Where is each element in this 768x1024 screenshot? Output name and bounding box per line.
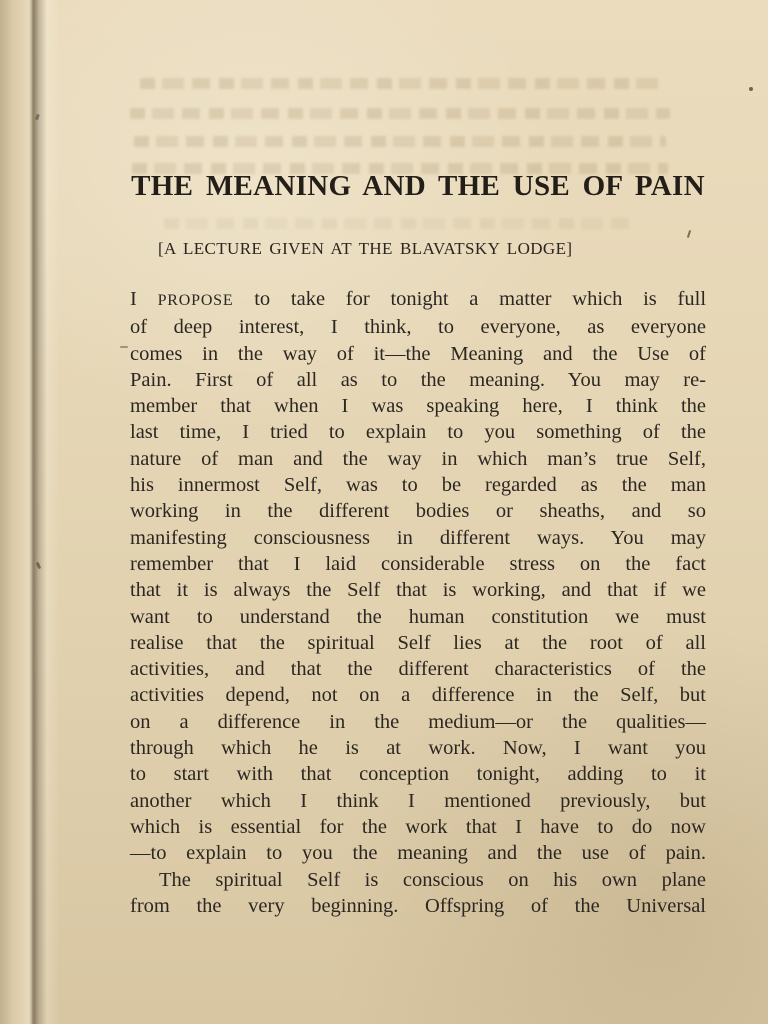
page-title: THE MEANING AND THE USE OF PAIN [131, 170, 705, 202]
body-line: on a difference in the medium—or the qualities— [130, 710, 706, 733]
body-line: working in the different bodies or sheaths, and so [130, 500, 706, 523]
body-line: realise that the spiritual Self lies at the root of all [130, 631, 706, 654]
body-line: which is essential for the work that I have to do now [130, 815, 706, 838]
body-line [130, 286, 706, 314]
paragraph-1-lines [130, 314, 706, 866]
body-line: his innermost Self, was to be regarded as the man [130, 474, 706, 497]
body-line: nature of man and the way in which man’s true Self, [130, 447, 706, 470]
body-line: another which I think I mentioned previously, but [130, 789, 706, 812]
body-line: of deep interest, I think, to everyone, as everyone [130, 316, 706, 339]
body-line: member that when I was speaking here, I think the [130, 395, 706, 418]
body-line: through which he is at work. Now, I want you [130, 737, 706, 760]
body-text [130, 286, 706, 919]
book-edge-shading [0, 0, 12, 1024]
paragraph-1 [130, 286, 706, 867]
gutter-crease-shadow [29, 0, 47, 1024]
body-line: want to understand the human constitution we must [130, 605, 706, 628]
body-line: comes in the way of it—the Meaning and the Use of [130, 342, 706, 365]
paragraph-2-lines [130, 867, 706, 920]
page-content [130, 0, 706, 919]
body-line: manifesting consciousness in different ways. You may [130, 526, 706, 549]
paper-speck [749, 87, 753, 91]
body-line: —to explain to you the meaning and the use of pain. [130, 842, 706, 865]
line-text: to take for tonight a matter which is full [233, 288, 707, 310]
lead-word: I [130, 288, 158, 310]
page-subtitle: [A LECTURE GIVEN AT THE BLAVATSKY LODGE] [158, 239, 573, 258]
body-line: last time, I tried to explain to you something of the [130, 421, 706, 444]
body-line: from the very beginning. Offspring of the Universal [130, 894, 706, 917]
book-edge-strip [0, 0, 32, 1024]
body-line: activities depend, not on a difference in the Self, but [130, 684, 706, 707]
body-line: Pain. First of all as to the meaning. You may re- [130, 368, 706, 391]
body-line: to start with that conception tonight, adding to it [130, 763, 706, 786]
body-line: remember that I laid considerable stress on the fact [130, 552, 706, 575]
body-line: The spiritual Self is conscious on his own plane [159, 868, 706, 891]
body-line: activities, and that the different characteristics of the [130, 658, 706, 681]
book-page [34, 0, 768, 1024]
body-line: that it is always the Self that is working, and that if we [130, 579, 706, 602]
paper-speck [120, 346, 128, 348]
lead-smallcaps: PROPOSE [157, 292, 234, 309]
paragraph-2 [130, 867, 706, 920]
